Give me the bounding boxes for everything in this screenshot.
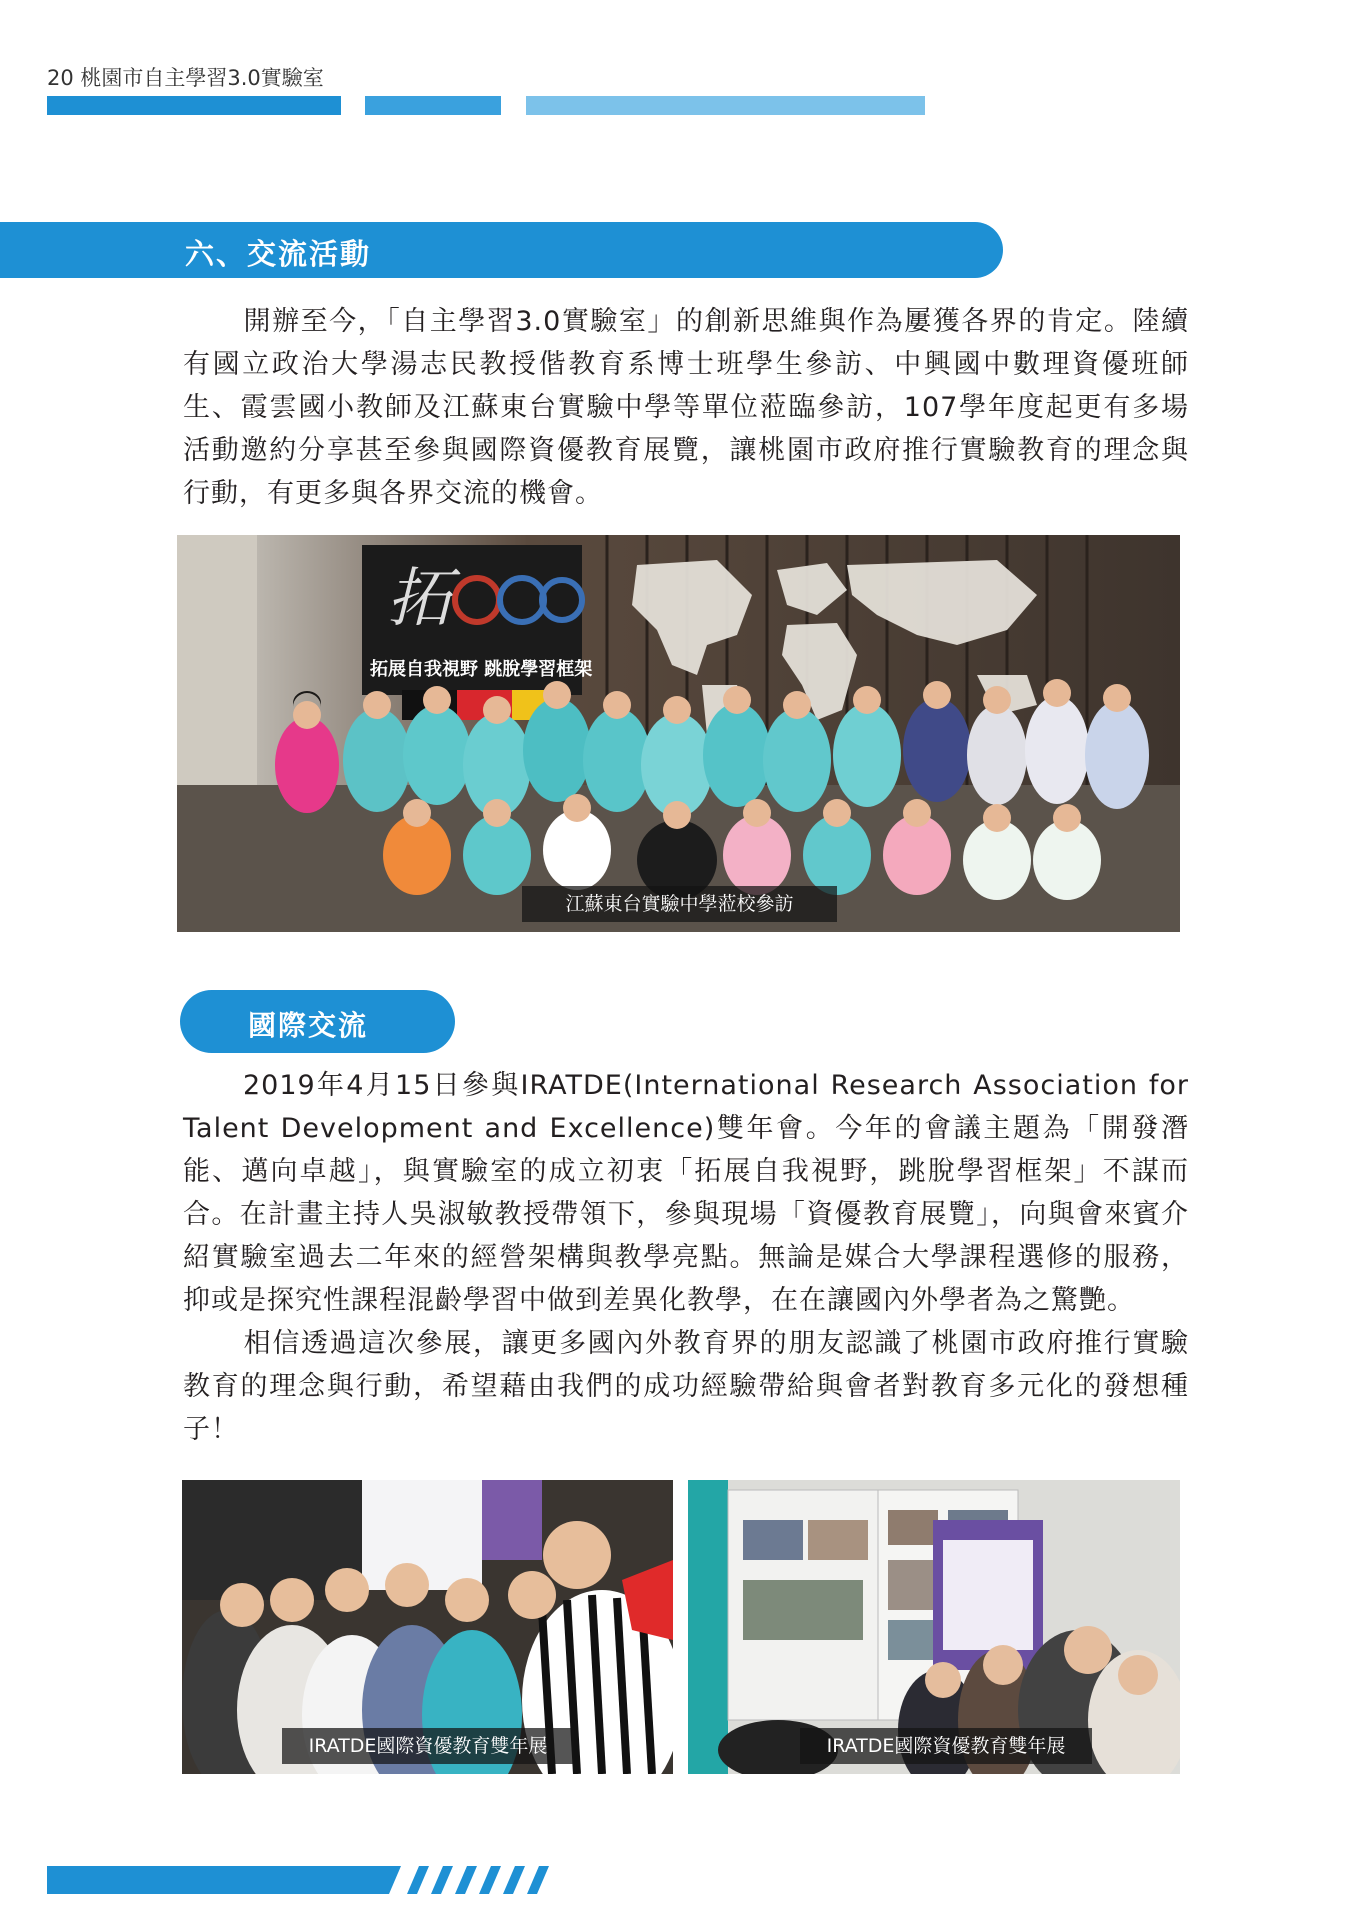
header-bar-1 (47, 96, 341, 115)
footer-stripes (389, 1866, 555, 1894)
intro-paragraph (183, 300, 1189, 515)
group-photo-caption: 江蘇東台實驗中學蒞校參訪 (522, 886, 837, 922)
page-header-title: 20 桃園市自主學習3.0實驗室 (47, 66, 324, 90)
group-photo-illustration (177, 535, 1180, 932)
international-paragraph-1 (183, 1064, 1189, 1322)
header-bar-2 (365, 96, 501, 115)
expo-photo-left-caption: IRATDE國際資優教育雙年展 (282, 1728, 574, 1764)
section-banner (0, 222, 1003, 278)
international-text-2: 相信透過這次參展，讓更多國內外教育界的朋友認識了桃園市政府推行實驗教育的理念與行動，希望藉由我們的成功經驗帶給與會者對教育多元化的發想種子！ (183, 1328, 1189, 1445)
subsection-title: 國際交流 (248, 1009, 369, 1042)
international-paragraph-2 (183, 1322, 1189, 1451)
section-title: 六、交流活動 (185, 237, 372, 271)
international-text-1: 2019年4月15日參與IRATDE(International Research Association for Talent Development and Excellence)雙年會。今年的會議主題為「開發潛能、邁向卓越」，與實驗室的成立初衷「拓展自我視野，跳脫學習框架」不謀而合。在計畫主持人吳淑敏教授帶領下，參與現場「資優教育展覽」，向與會來賓介紹實驗室過去二年來的經營架構與教學亮點。無論是媒合大學課程選修的服務，抑或是探究性課程混齡學習中做到差異化教學，在在讓國內外學者為之驚艷。 (183, 1070, 1189, 1316)
group-photo (177, 535, 1180, 932)
expo-photo-right (688, 1480, 1180, 1774)
subsection-pill (180, 990, 455, 1053)
intro-text: 開辦至今，「自主學習3.0實驗室」的創新思維與作為屢獲各界的肯定。陸續有國立政治大學湯志民教授偕教育系博士班學生參訪、中興國中數理資優班師生、霞雲國小教師及江蘇東台實驗中學等單位蒞臨參訪，107學年度起更有多場活動邀約分享甚至參與國際資優教育展覽，讓桃園市政府推行實驗教育的理念與行動，有更多與各界交流的機會。 (183, 306, 1189, 509)
header-bar-3 (526, 96, 925, 115)
svg-text:拓: 拓 (387, 562, 451, 636)
footer-bar (47, 1866, 389, 1894)
expo-photo-left (182, 1480, 673, 1774)
expo-photo-right-caption: IRATDE國際資優教育雙年展 (800, 1728, 1092, 1764)
sign-text: 拓展自我視野 跳脫學習框架 (370, 659, 593, 680)
